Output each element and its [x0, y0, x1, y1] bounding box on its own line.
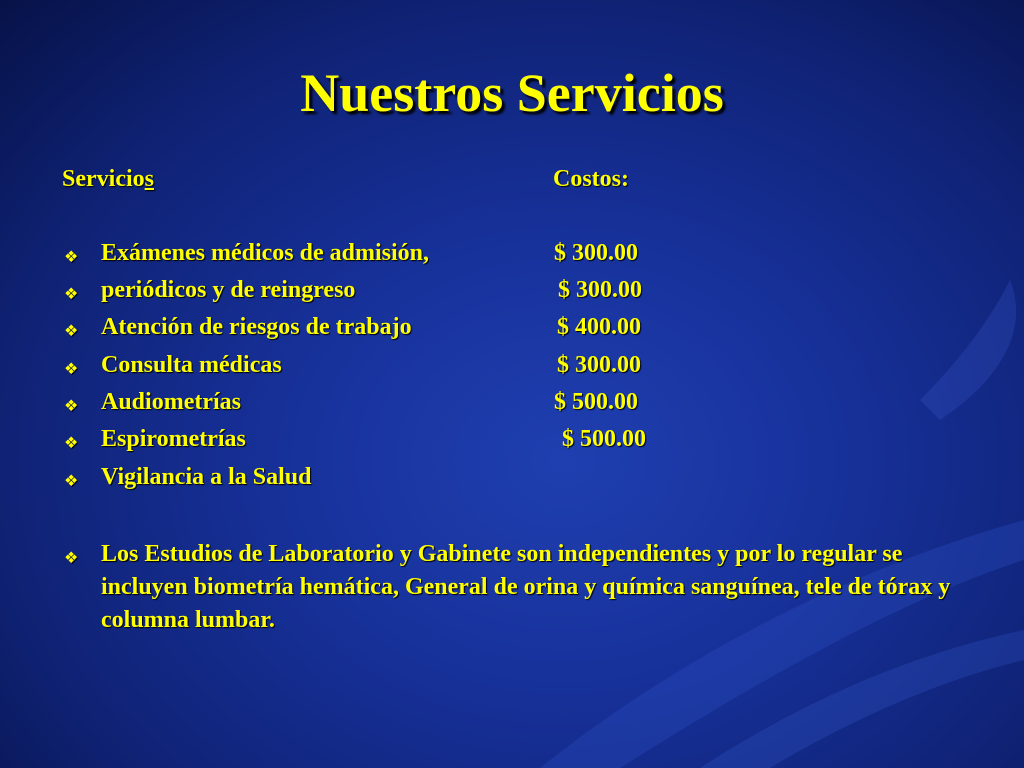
laboratory-note: Los Estudios de Laboratorio y Gabinete son independientes y por lo regular se incluyen biometría hemática, General de orina y química sanguínea, tele de tórax y columna lumbar. [101, 541, 951, 633]
diamond-bullet-icon: ❖ [64, 435, 79, 452]
diamond-bullet-icon: ❖ [64, 398, 79, 415]
diamond-bullet-icon: ❖ [64, 323, 79, 340]
service-item-label: Exámenes médicos de admisión, [101, 240, 430, 266]
service-item-cost: $ 300.00 [554, 240, 638, 266]
service-item-cost: $ 500.00 [554, 389, 638, 415]
services-header-text: Servicio [62, 166, 145, 192]
costs-header: Costos: [553, 166, 629, 192]
slide-title: Nuestros Servicios [300, 63, 724, 123]
service-item-cost: $ 500.00 [562, 426, 646, 452]
diamond-bullet-icon: ❖ [64, 249, 79, 266]
service-item-label: Espirometrías [101, 426, 246, 452]
diamond-bullet-icon: ❖ [64, 361, 79, 378]
service-item-label: Audiometrías [101, 389, 241, 415]
service-item-label: periódicos y de reingreso [101, 277, 356, 303]
diamond-bullet-icon: ❖ [64, 286, 79, 303]
services-header-underlined: s [144, 166, 154, 192]
service-item-label: Vigilancia a la Salud [101, 464, 312, 490]
diamond-bullet-icon: ❖ [64, 473, 79, 490]
service-item-label: Atención de riesgos de trabajo [101, 314, 412, 340]
service-item-cost: $ 300.00 [557, 352, 641, 378]
services-header [62, 166, 154, 193]
service-item-cost: $ 300.00 [558, 277, 642, 303]
service-item-label: Consulta médicas [101, 352, 282, 378]
diamond-bullet-icon: ❖ [64, 550, 79, 567]
service-item-cost: $ 400.00 [557, 314, 641, 340]
